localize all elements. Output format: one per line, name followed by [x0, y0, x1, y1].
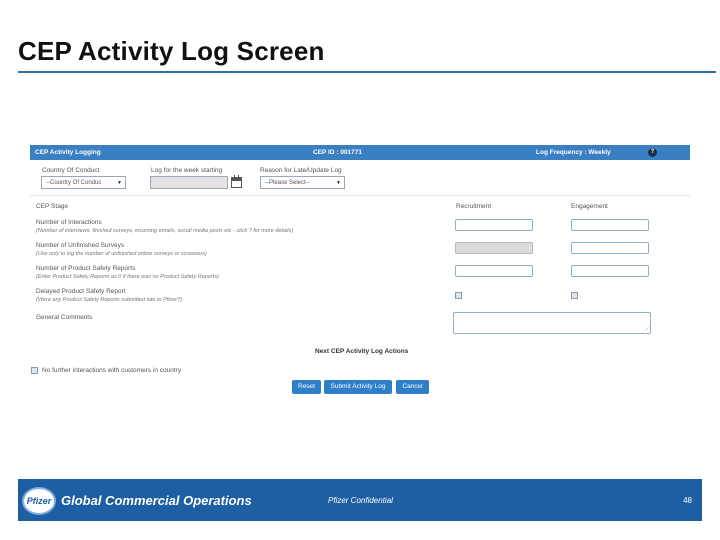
product-safety-recruitment-input[interactable] — [455, 265, 533, 277]
next-actions-title: Next CEP Activity Log Actions — [315, 348, 409, 355]
cep-id: CEP ID : 001771 — [313, 149, 363, 156]
cep-activity-log-form — [30, 145, 690, 400]
slide-title: CEP Activity Log Screen — [18, 36, 325, 66]
week-label: Log for the week starting — [151, 167, 223, 174]
submit-activity-log-button[interactable]: Submit Activity Log — [324, 380, 392, 394]
engagement-column-header: Engagement — [571, 203, 608, 210]
title-divider — [18, 71, 716, 73]
general-comments-textarea[interactable] — [453, 312, 651, 334]
unfinished-surveys-label: Number of Unfinished Surveys — [36, 242, 125, 249]
footer-bar — [18, 479, 702, 521]
unfinished-surveys-hint: (Use only to log the number of unfinished online surveys or screeners) — [36, 251, 207, 257]
interactions-engagement-input[interactable] — [571, 219, 649, 231]
country-select-value: --Country Of Conduc — [46, 180, 102, 186]
unfinished-engagement-input[interactable] — [571, 242, 649, 254]
recruitment-column-header: Recruitment — [456, 203, 492, 210]
cep-stage-label: CEP Stage — [36, 203, 69, 210]
interactions-label: Number of Interactions — [36, 219, 102, 226]
reason-label: Reason for Late/Update Log — [260, 167, 342, 174]
unfinished-recruitment-input — [455, 242, 533, 254]
help-icon[interactable]: ? — [648, 148, 657, 157]
reason-select-value: --Please Select-- — [265, 180, 310, 186]
country-select[interactable] — [41, 176, 126, 189]
pfizer-logo: Pfizer — [22, 487, 56, 515]
delayed-report-hint: (Were any Product Safety Reports submitted late to Pfizer?) — [36, 297, 183, 303]
reset-button[interactable]: Reset — [292, 380, 321, 394]
page-number: 48 — [683, 496, 692, 505]
footer-brand: Global Commercial Operations — [61, 493, 252, 508]
chevron-down-icon: ▼ — [336, 180, 341, 186]
delayed-report-label: Delayed Product Safety Report — [36, 288, 126, 295]
delayed-recruitment-checkbox[interactable] — [455, 292, 462, 299]
interactions-recruitment-input[interactable] — [455, 219, 533, 231]
week-start-input[interactable] — [150, 176, 228, 189]
product-safety-hint: (Enter Product Safety Reports as 0 if there was no Product Safety Reports) — [36, 274, 219, 280]
delayed-engagement-checkbox[interactable] — [571, 292, 578, 299]
confidential-label: Pfizer Confidential — [328, 496, 393, 505]
form-title: CEP Activity Logging — [35, 149, 101, 156]
section-divider — [30, 195, 690, 196]
calendar-icon[interactable] — [231, 177, 242, 188]
country-label: Country Of Conduct — [42, 167, 100, 174]
cancel-button[interactable]: Cancel — [396, 380, 429, 394]
no-further-interactions-checkbox[interactable] — [31, 367, 38, 374]
product-safety-label: Number of Product Safety Reports — [36, 265, 136, 272]
form-header — [30, 145, 690, 160]
product-safety-engagement-input[interactable] — [571, 265, 649, 277]
log-frequency: Log Frequency : Weekly — [536, 149, 611, 156]
no-further-interactions-label: No further interactions with customers in country — [42, 367, 182, 374]
reason-select[interactable] — [260, 176, 345, 189]
chevron-down-icon: ▼ — [117, 180, 122, 186]
general-comments-label: General Comments — [36, 314, 93, 321]
interactions-hint: (Number of interviews, finished surveys, incoming emails, social media posts etc - click ? for more details) — [36, 228, 294, 234]
